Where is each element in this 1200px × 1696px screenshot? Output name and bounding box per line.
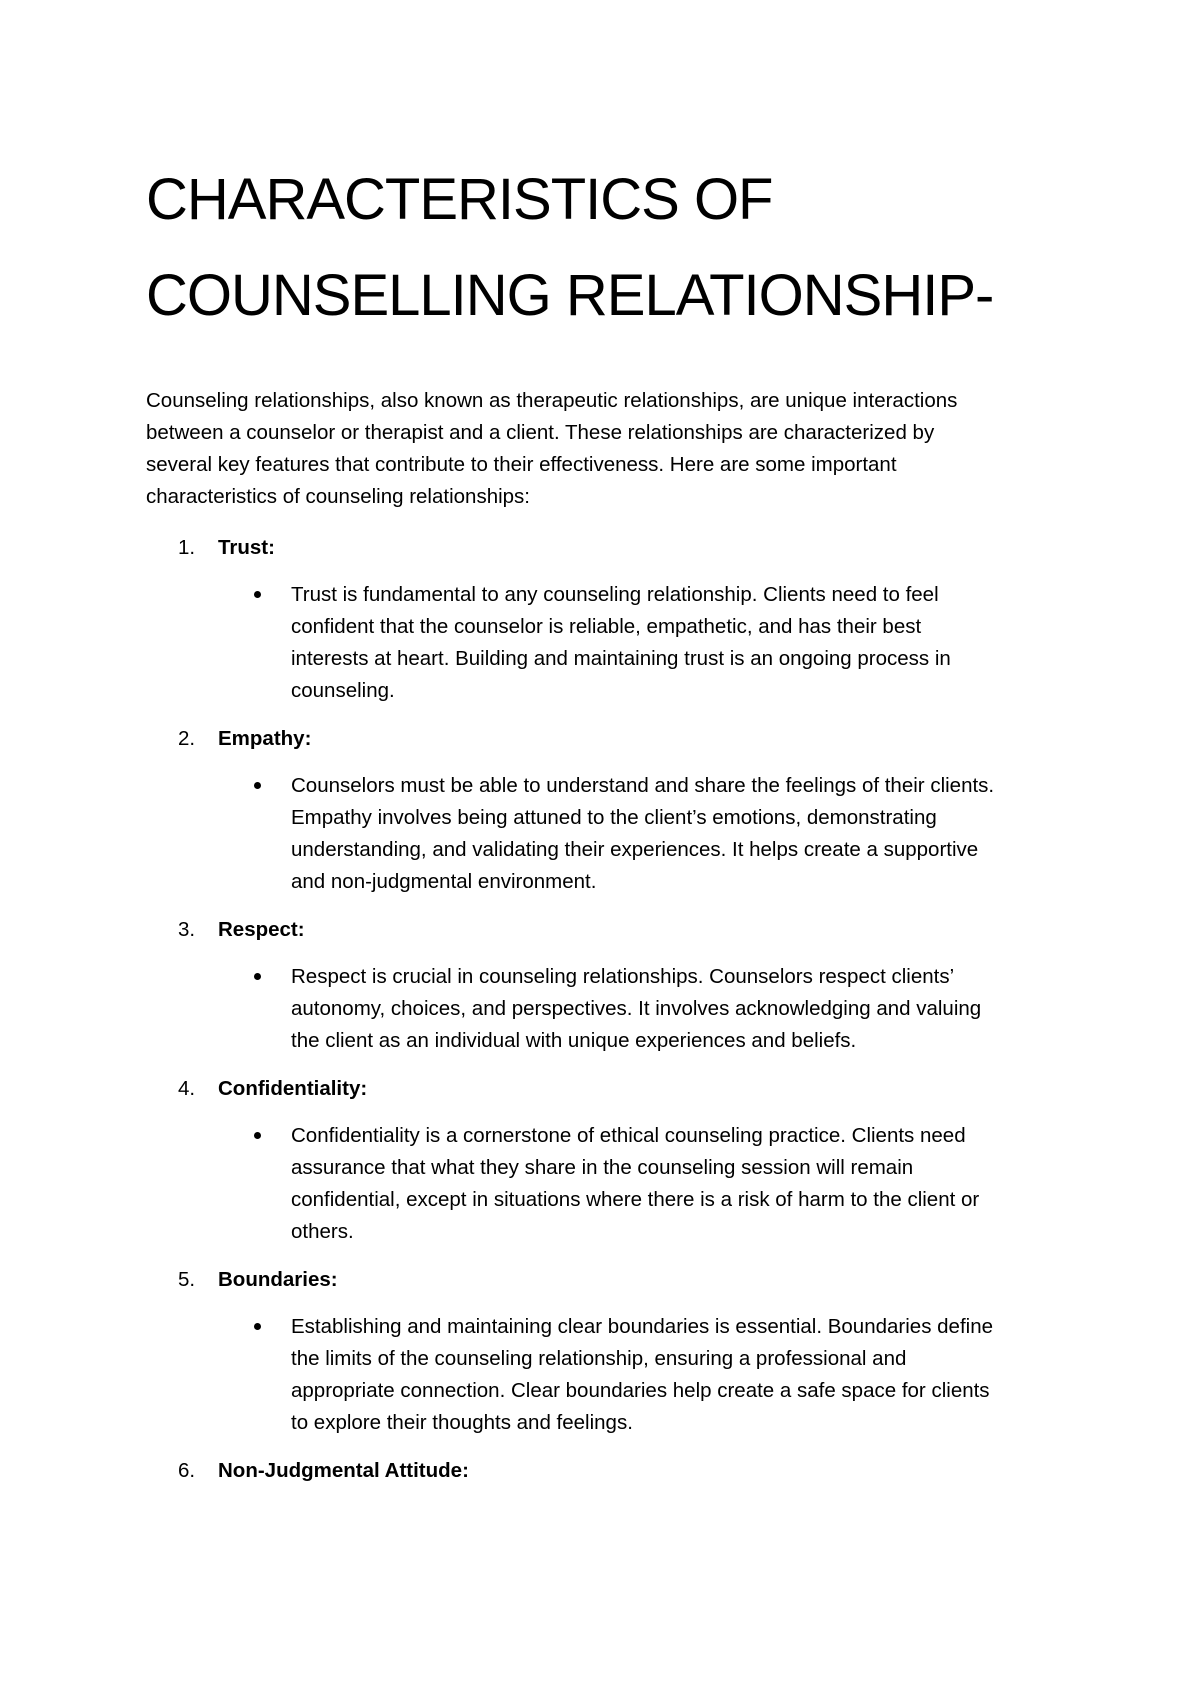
list-item-heading: Trust:	[218, 536, 275, 559]
bullet-line: Trust is fundamental to any counseling relationship. Clients need to feel	[291, 583, 939, 606]
bullet-line: others.	[291, 1220, 354, 1243]
bullet-paragraph	[291, 579, 1091, 707]
bullet-line: Empathy involves being attuned to the client’s emotions, demonstrating	[291, 806, 937, 829]
intro-line: between a counselor or therapist and a client. These relationships are characterized by	[146, 421, 935, 444]
bullet-line: Counselors must be able to understand and share the feelings of their clients.	[291, 774, 995, 797]
list-item-heading: Empathy:	[218, 727, 312, 750]
title-line: COUNSELLING RELATIONSHIP-	[146, 263, 994, 328]
bullet-icon	[254, 973, 261, 980]
list-item-number: 2.	[178, 727, 196, 750]
list-item-number: 4.	[178, 1077, 196, 1100]
bullet-line: the limits of the counseling relationship, ensuring a professional and	[291, 1347, 907, 1370]
intro-line: several key features that contribute to their effectiveness. Here are some important	[146, 453, 897, 476]
bullet-line: confident that the counselor is reliable, empathetic, and has their best	[291, 615, 922, 638]
list-item-number: 5.	[178, 1268, 196, 1291]
bullet-icon	[254, 1323, 261, 1330]
bullet-paragraph	[291, 1311, 1091, 1439]
bullet-line: Respect is crucial in counseling relationships. Counselors respect clients’	[291, 965, 955, 988]
bullet-line: interests at heart. Building and maintaining trust is an ongoing process in	[291, 647, 951, 670]
bullet-line: assurance that what they share in the counseling session will remain	[291, 1156, 914, 1179]
bullet-line: Establishing and maintaining clear boundaries is essential. Boundaries define	[291, 1315, 993, 1338]
bullet-paragraph	[291, 770, 1091, 898]
bullet-paragraph	[291, 1120, 1091, 1248]
list-item-heading: Boundaries:	[218, 1268, 338, 1291]
intro-line: Counseling relationships, also known as therapeutic relationships, are unique interactions	[146, 389, 958, 412]
list-item-heading: Non-Judgmental Attitude:	[218, 1459, 469, 1482]
bullet-icon	[254, 782, 261, 789]
bullet-line: appropriate connection. Clear boundaries help create a safe space for clients	[291, 1379, 990, 1402]
bullet-line: to explore their thoughts and feelings.	[291, 1411, 633, 1434]
list-item-number: 3.	[178, 918, 196, 941]
bullet-paragraph	[291, 961, 1091, 1057]
list-item-heading: Respect:	[218, 918, 305, 941]
bullet-line: the client as an individual with unique experiences and beliefs.	[291, 1029, 857, 1052]
list-item-number: 6.	[178, 1459, 196, 1482]
bullet-line: understanding, and validating their experiences. It helps create a supportive	[291, 838, 979, 861]
bullet-line: and non-judgmental environment.	[291, 870, 597, 893]
intro-line: characteristics of counseling relationships:	[146, 485, 530, 508]
bullet-line: counseling.	[291, 679, 395, 702]
bullet-line: Confidentiality is a cornerstone of ethical counseling practice. Clients need	[291, 1124, 966, 1147]
bullet-icon	[254, 1132, 261, 1139]
bullet-icon	[254, 591, 261, 598]
list-item-number: 1.	[178, 536, 196, 559]
list-item-heading: Confidentiality:	[218, 1077, 368, 1100]
bullet-line: autonomy, choices, and perspectives. It involves acknowledging and valuing	[291, 997, 982, 1020]
title-line: CHARACTERISTICS OF	[146, 167, 773, 232]
bullet-line: confidential, except in situations where there is a risk of harm to the client or	[291, 1188, 980, 1211]
